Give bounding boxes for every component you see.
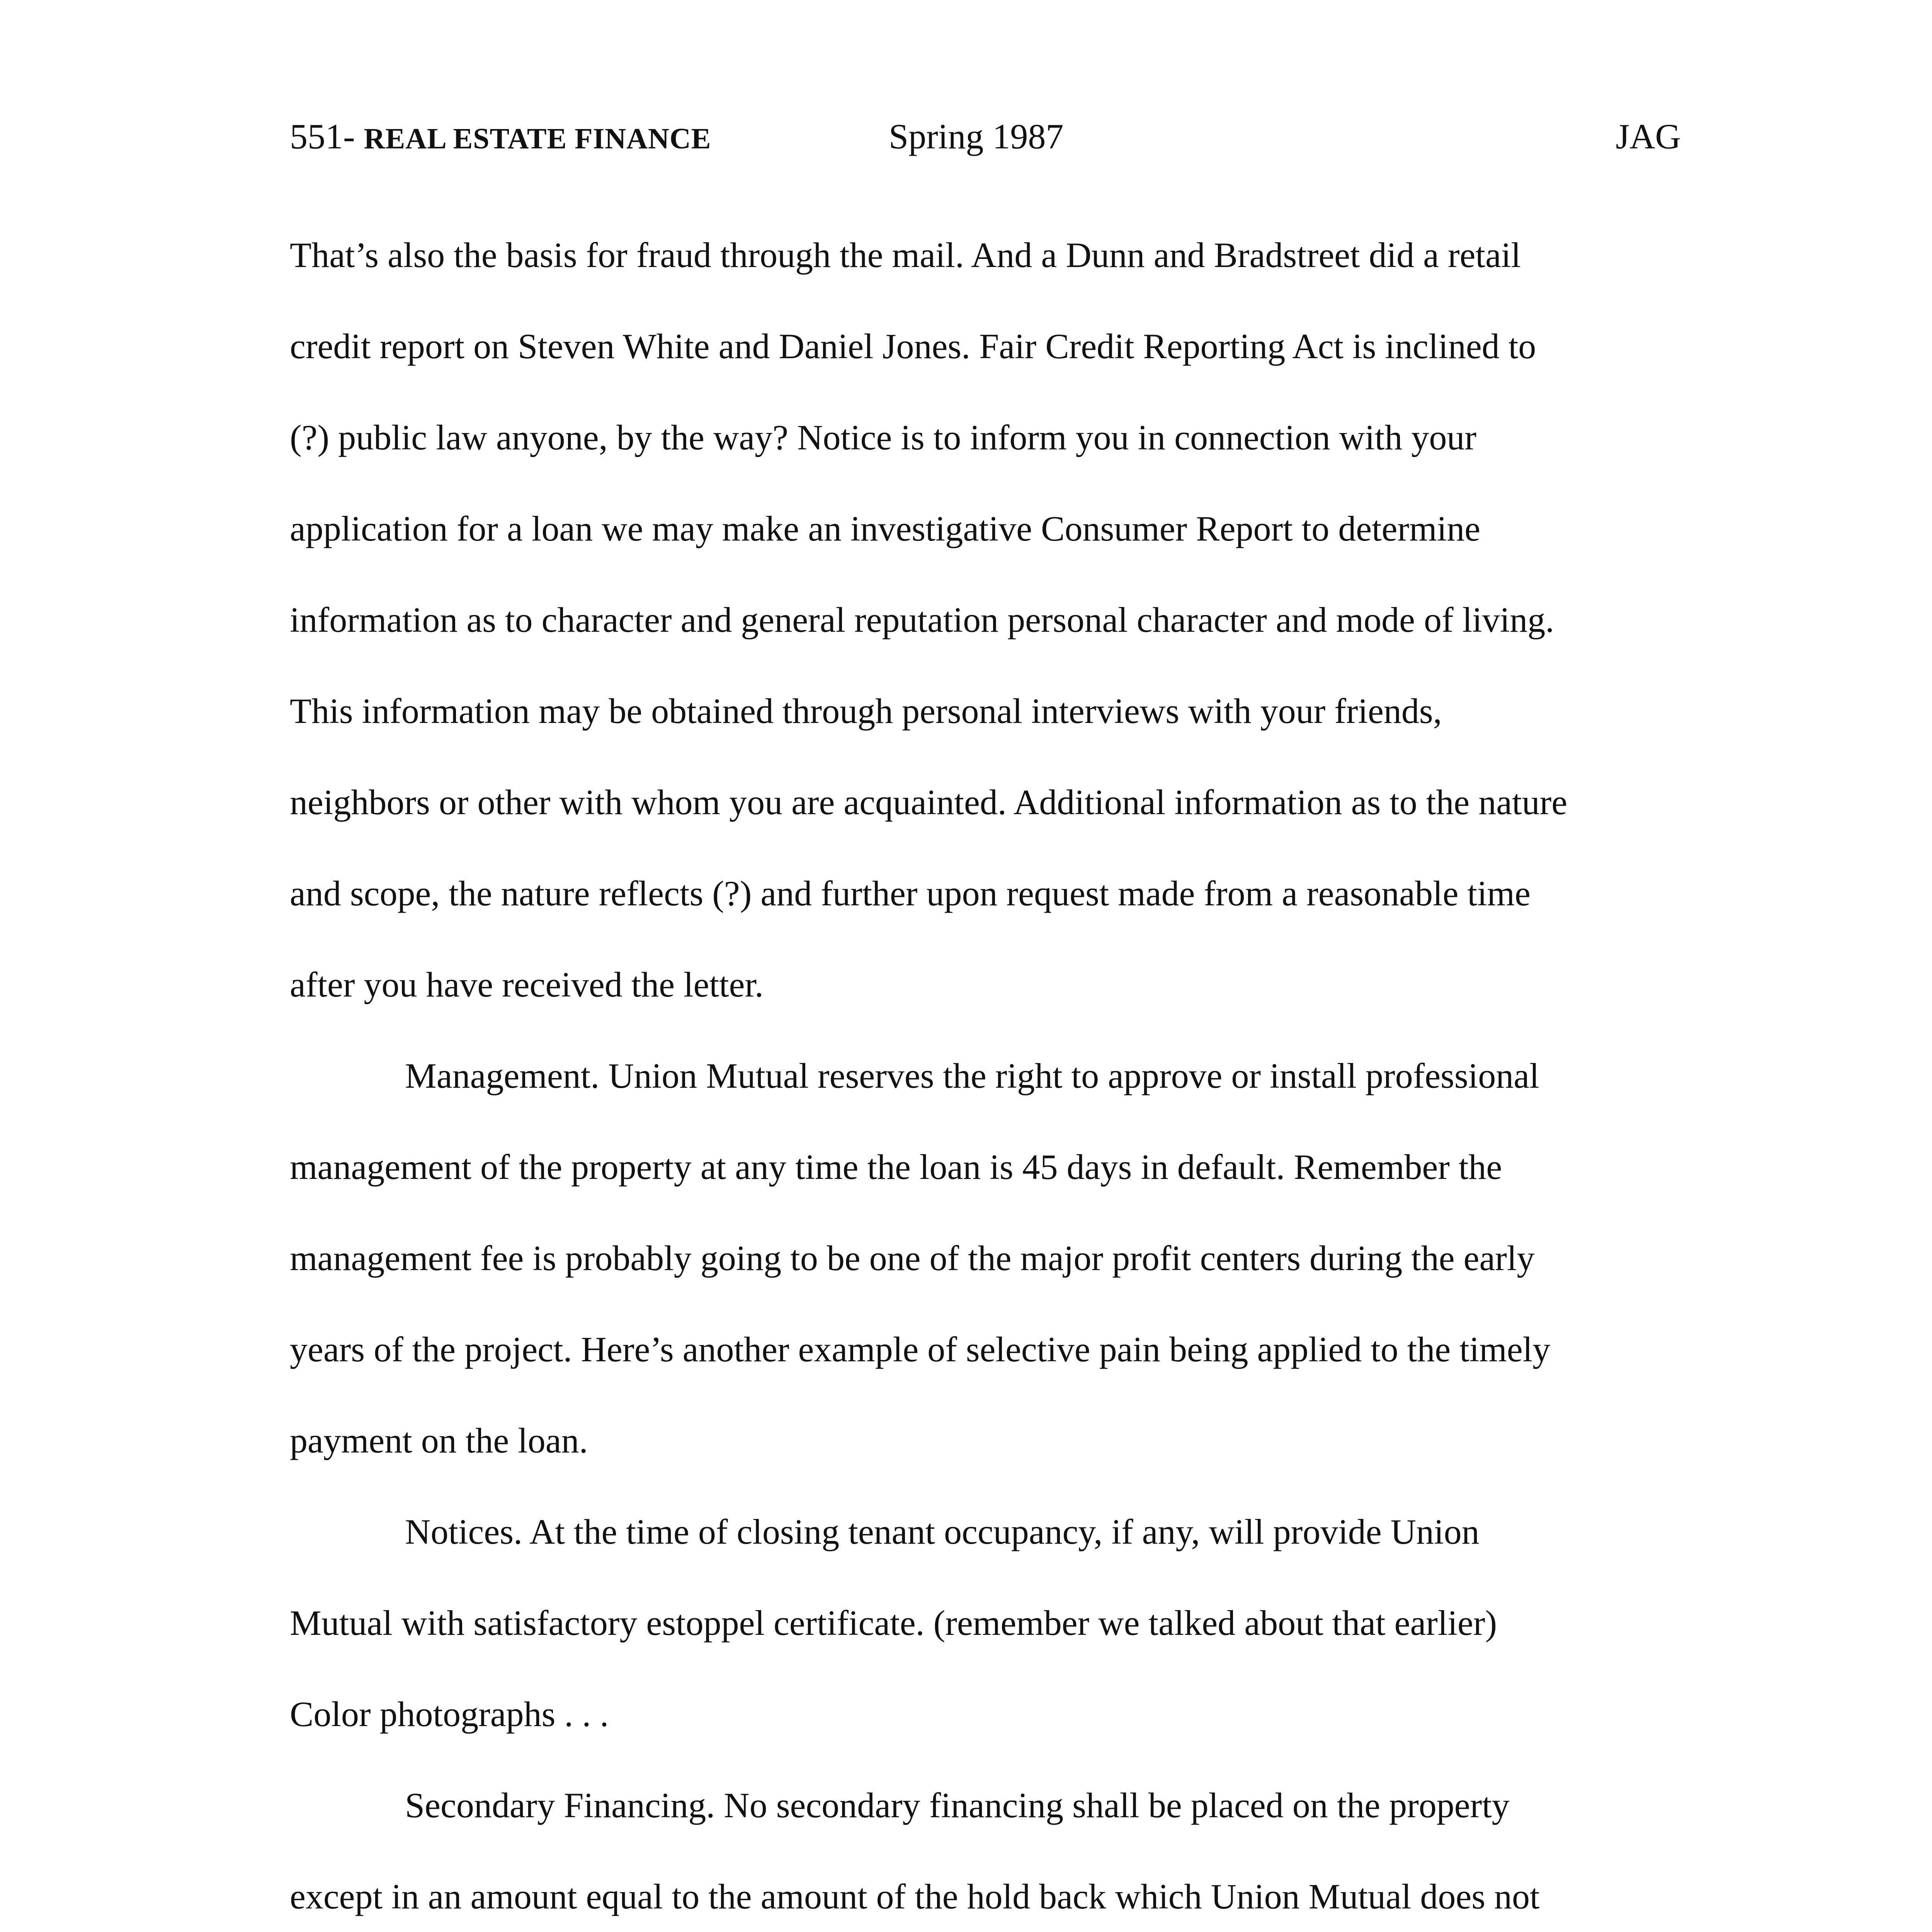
- text-line: management fee is probably going to be one of the major profit centers during the early: [290, 1238, 1535, 1278]
- text-line: information as to character and general reputation personal character and mode of living.: [290, 600, 1554, 639]
- text-line: management of the property at any time the loan is 45 days in default. Remember the: [290, 1147, 1502, 1187]
- text-line: neighbors or other with whom you are acquainted. Additional information as to the nature: [290, 782, 1568, 822]
- text-line: except in an amount equal to the amount of the hold back which Union Mutual does not: [290, 1877, 1540, 1916]
- text-line: years of the project. Here’s another example of selective pain being applied to the timely: [290, 1330, 1551, 1369]
- text-line: This information may be obtained through personal interviews with your friends,: [290, 691, 1442, 731]
- text-line: application for a loan we may make an investigative Consumer Report to determine: [290, 509, 1481, 548]
- course-title: REAL ESTATE FINANCE: [364, 122, 711, 155]
- paragraph-start-secondary-financing: Secondary Financing. No secondary financing shall be placed on the property: [405, 1786, 1510, 1825]
- paragraph-start-notices: Notices. At the time of closing tenant occupancy, if any, will provide Union: [405, 1512, 1480, 1551]
- text-line: Mutual with satisfactory estoppel certificate. (remember we talked about that earlier): [290, 1603, 1497, 1643]
- transcript-body: [290, 228, 1681, 1932]
- course-number: 551-: [290, 117, 364, 156]
- text-line: Color photographs . . .: [290, 1694, 609, 1734]
- text-line: and scope, the nature reflects (?) and further upon request made from a reasonable time: [290, 874, 1531, 913]
- author-initials: JAG: [1616, 117, 1681, 156]
- paragraph-start-management: Management. Union Mutual reserves the right to approve or install professional: [405, 1056, 1539, 1095]
- term-label: Spring 1987: [889, 117, 1064, 156]
- text-line: (?) public law anyone, by the way? Notice is to inform you in connection with your: [290, 418, 1476, 457]
- text-line: payment on the loan.: [290, 1421, 588, 1460]
- text-line: That’s also the basis for fraud through the mail. And a Dunn and Bradstreet did a retail: [290, 235, 1521, 275]
- text-line: credit report on Steven White and Daniel Jones. Fair Credit Reporting Act is inclined to: [290, 327, 1536, 366]
- course-heading: [290, 116, 711, 157]
- page-header: [290, 116, 1681, 166]
- text-line: after you have received the letter.: [290, 965, 764, 1004]
